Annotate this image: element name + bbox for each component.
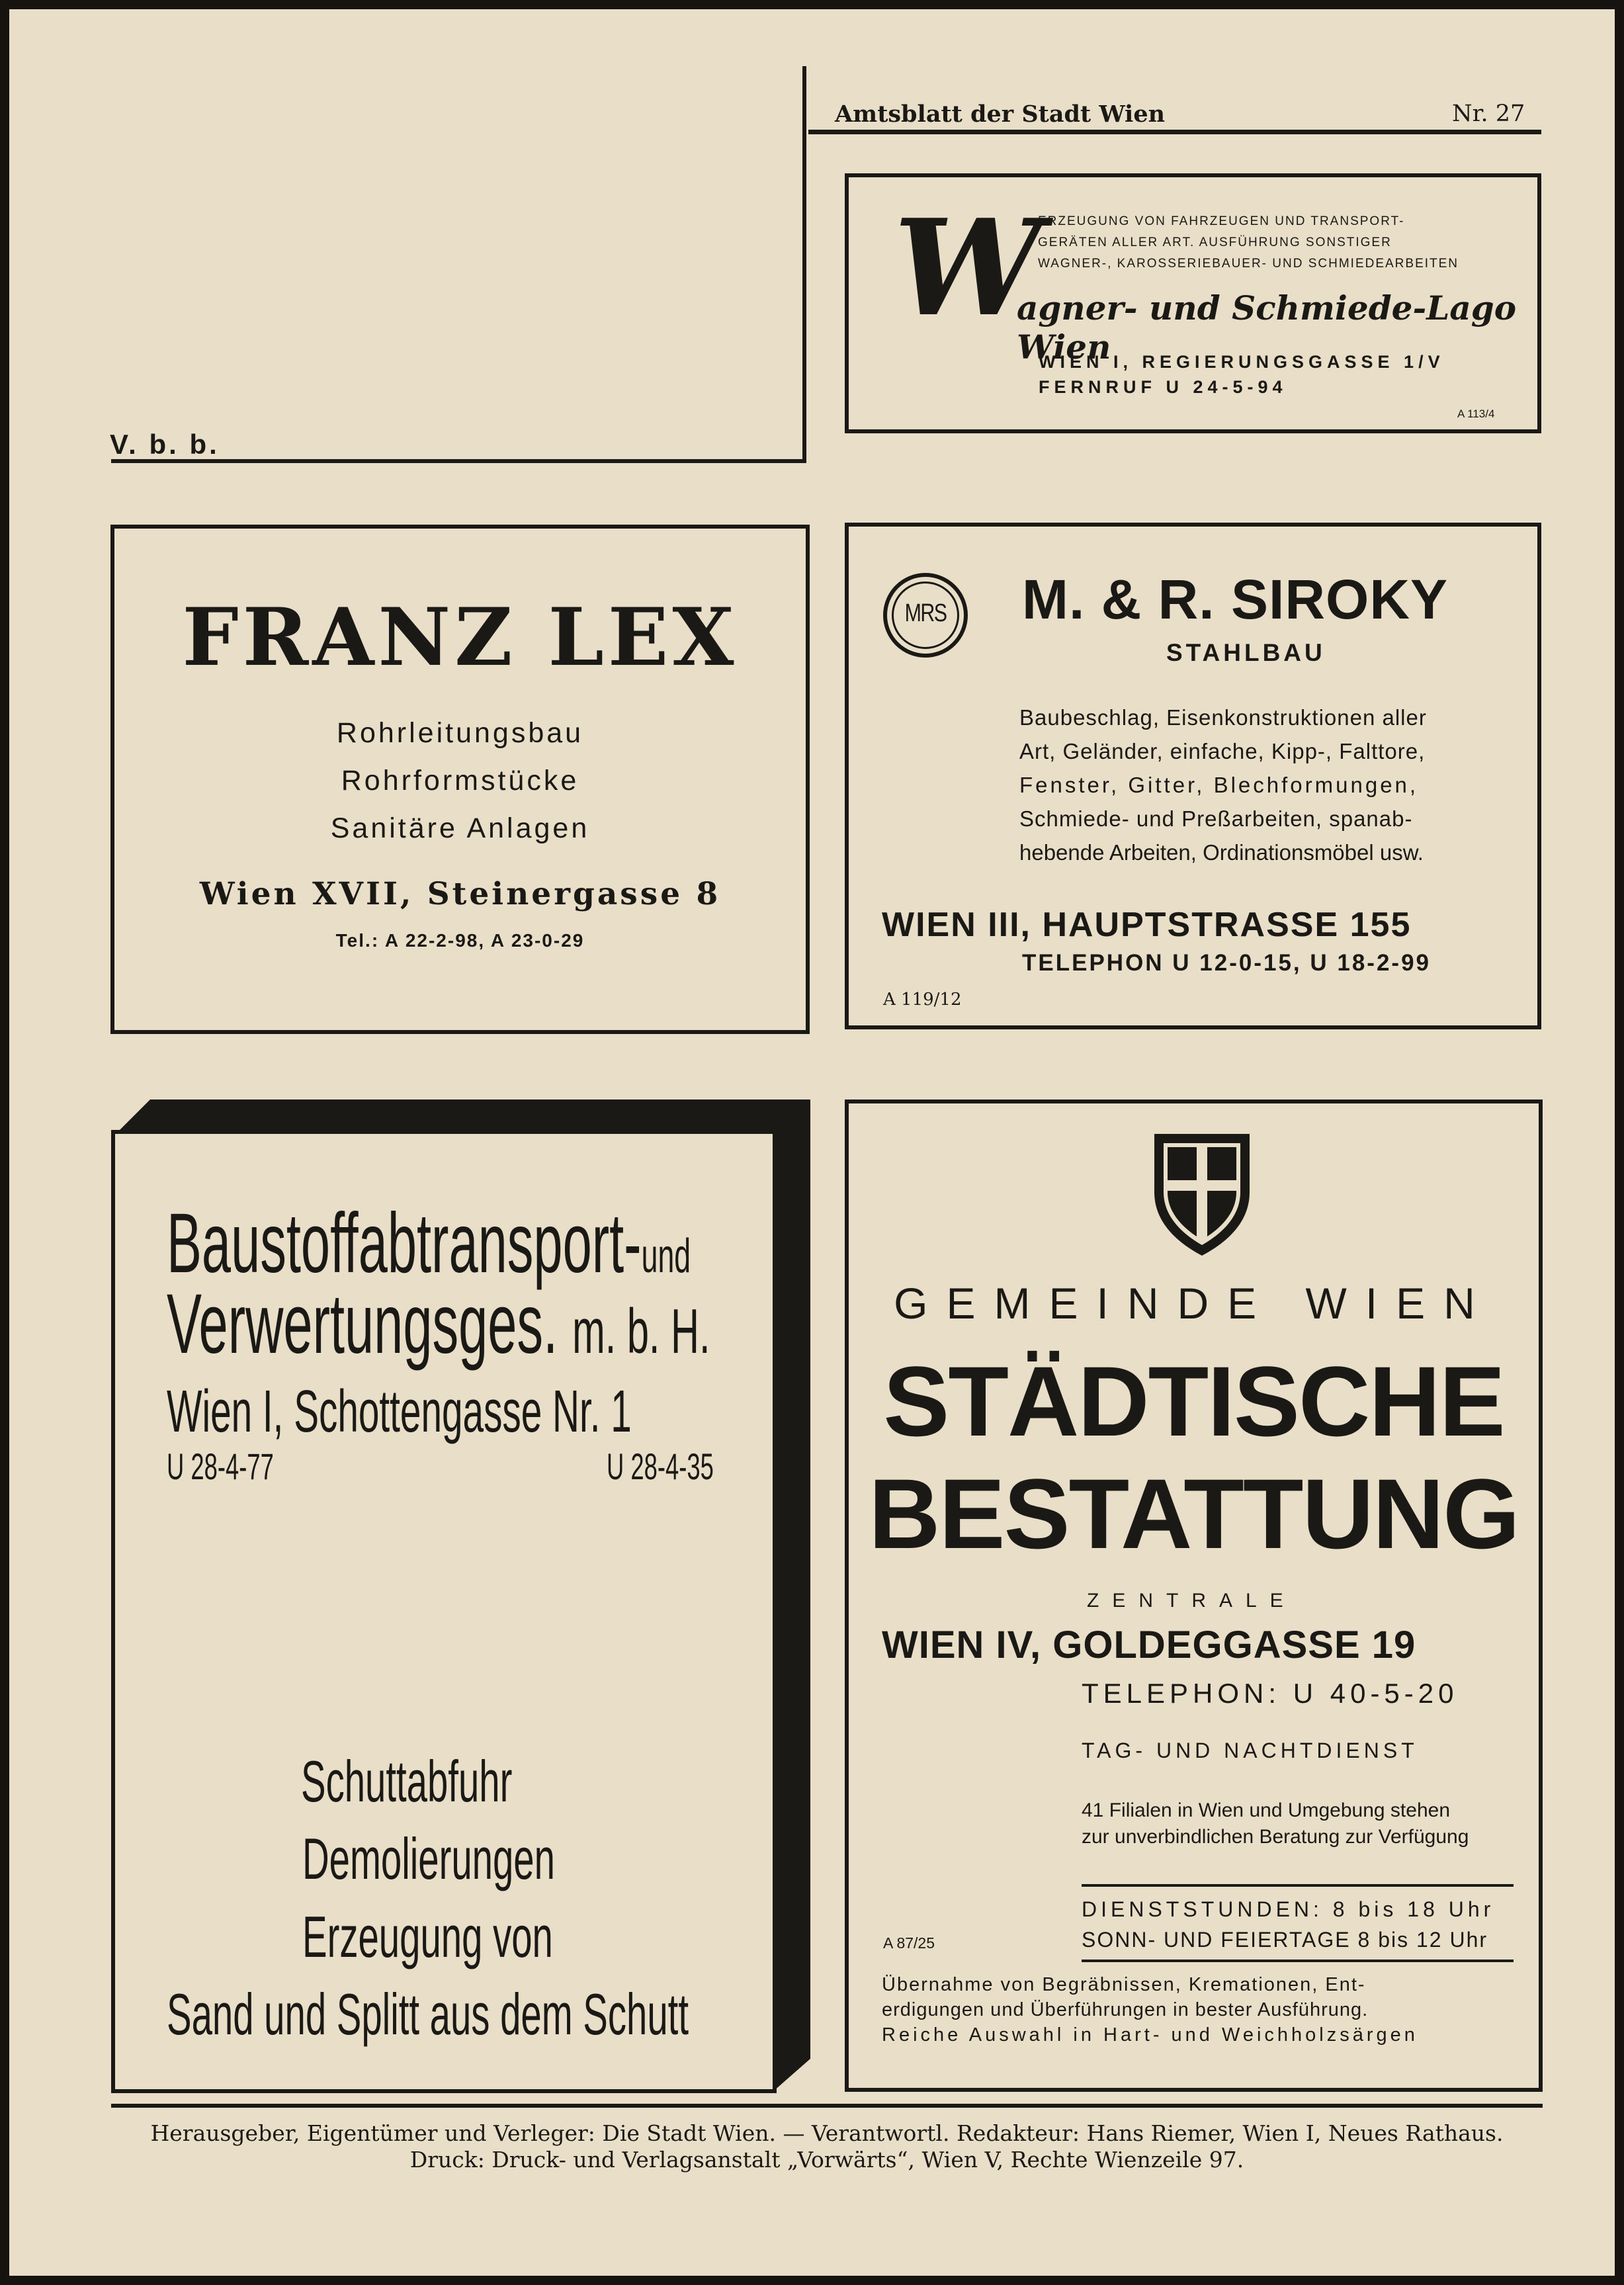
baustoff-line-2-main: Verwertungsges.	[167, 1277, 558, 1371]
bestattung-footer-2: erdigungen und Überführungen in bester Ausführung.	[882, 1999, 1369, 2020]
bestattung-title-1: STÄDTISCHE	[883, 1346, 1504, 1457]
ad-franz-lex	[110, 525, 810, 1034]
bestattung-title-2: BESTATTUNG	[869, 1458, 1519, 1569]
lex-address: Wien XVII, Steinergasse 8	[199, 876, 721, 912]
siroky-address: WIEN III, HAUPTSTRASSE 155	[882, 906, 1412, 944]
imprint-line-2: Druck: Druck- und Verlagsanstalt „Vorwärts“, Wien V, Rechte Wienzeile 97.	[409, 2147, 1244, 2173]
wagner-monogram: W	[894, 191, 1043, 346]
lex-line-2: Rohrformstücke	[341, 765, 579, 797]
bestattung-branches-2: zur unverbindlichen Beratung zur Verfügung	[1082, 1826, 1469, 1848]
baustoff-service-2: Demolierungen	[302, 1826, 555, 1891]
vienna-coat-of-arms-icon	[1152, 1131, 1252, 1258]
bestattung-central-label: ZENTRALE	[1087, 1590, 1297, 1612]
baustoff-shadow-top	[116, 1099, 810, 1134]
baustoff-phone-left: U 28-4-77	[167, 1445, 274, 1487]
bestattung-footer-3: Reiche Auswahl in Hart- und Weichholzsärgen	[882, 2024, 1418, 2046]
siroky-desc-4: Schmiede- und Preßarbeiten, spanab-	[1019, 806, 1413, 831]
lex-company-name: FRANZ LEX	[182, 591, 738, 684]
bestattung-hours-2: SONN- UND FEIERTAGE 8 bis 12 Uhr	[1082, 1928, 1488, 1952]
bestattung-hours-rule-bottom	[1082, 1960, 1514, 1962]
baustoff-line-2-small: m. b. H.	[572, 1296, 710, 1367]
bestattung-hours-1: DIENSTSTUNDEN: 8 bis 18 Uhr	[1082, 1897, 1495, 1921]
wagner-ref: A 113/4	[1457, 408, 1495, 420]
baustoff-line-1-main: Baustoffabtransport-	[167, 1196, 642, 1291]
siroky-desc-5: hebende Arbeiten, Ordinationsmöbel usw.	[1019, 840, 1424, 865]
ad-baustoff	[111, 1130, 777, 2093]
bestattung-org: GEMEINDE WIEN	[894, 1279, 1494, 1328]
bestattung-address: WIEN IV, GOLDEGGASSE 19	[882, 1623, 1416, 1666]
bestattung-service: TAG- UND NACHTDIENST	[1082, 1739, 1418, 1762]
wagner-phone: FERNRUF U 24-5-94	[1039, 377, 1287, 397]
siroky-desc-3: Fenster, Gitter, Blechformungen,	[1019, 773, 1419, 797]
siroky-company-name: M. & R. SIROKY	[1022, 568, 1449, 630]
bestattung-phone: TELEPHON: U 40-5-20	[1082, 1678, 1459, 1709]
wagner-desc-2: GERÄTEN ALLER ART. AUSFÜHRUNG SONSTIGER	[1038, 236, 1392, 249]
header-left-label: V. b. b.	[110, 429, 220, 460]
lex-line-1: Rohrleitungsbau	[336, 717, 584, 749]
siroky-desc-1: Baubeschlag, Eisenkonstruktionen aller	[1019, 705, 1427, 730]
wagner-desc-3: WAGNER-, KAROSSERIEBAUER- UND SCHMIEDEARBEITEN	[1038, 257, 1459, 271]
siroky-phone: TELEPHON U 12-0-15, U 18-2-99	[1022, 950, 1432, 976]
baustoff-phone-right: U 28-4-35	[607, 1445, 714, 1487]
baustoff-service-3: Erzeugung von	[302, 1904, 553, 1969]
wagner-desc-1: ERZEUGUNG VON FAHRZEUGEN UND TRANSPORT-	[1038, 214, 1405, 228]
bestattung-footer-1: Übernahme von Begräbnissen, Kremationen, Ent-	[882, 1974, 1366, 1995]
ad-bestattung	[845, 1099, 1543, 2092]
top-left-vertical-rule	[802, 66, 806, 462]
imprint-rule	[111, 2104, 1543, 2108]
siroky-logo-mrs	[883, 573, 968, 658]
issue-number: Nr. 27	[1452, 101, 1525, 127]
baustoff-line-2	[167, 1278, 710, 1378]
baustoff-address: Wien I, Schottengasse Nr. 1	[167, 1379, 632, 1445]
lex-phone: Tel.: A 22-2-98, A 23-0-29	[335, 930, 585, 951]
siroky-logo-text: MRS	[904, 599, 947, 627]
imprint-line-1: Herausgeber, Eigentümer und Verleger: Die Stadt Wien. — Verantwortl. Redakteur: Hans Riemer, Wien I, Neues Rathaus.	[150, 2120, 1504, 2146]
bestattung-ref: A 87/25	[883, 1934, 935, 1952]
bestattung-hours-rule-top	[1082, 1884, 1514, 1887]
baustoff-service-1: Schuttabfuhr	[301, 1748, 513, 1814]
lex-line-3: Sanitäre Anlagen	[330, 812, 590, 844]
header-rule	[808, 130, 1541, 134]
siroky-subtitle: STAHLBAU	[1166, 639, 1326, 666]
bestattung-branches-1: 41 Filialen in Wien und Umgebung stehen	[1082, 1799, 1451, 1821]
wagner-company-name: agner- und Schmiede-Lago Wien	[1017, 288, 1517, 366]
baustoff-shadow-right	[773, 1099, 810, 2092]
siroky-ref: A 119/12	[883, 990, 962, 1010]
publication-title: Amtsblatt der Stadt Wien	[835, 101, 1166, 128]
siroky-desc-2: Art, Geländer, einfache, Kipp-, Falttore,	[1019, 739, 1426, 763]
wagner-address: WIEN I, REGIERUNGSGASSE 1/V	[1039, 352, 1445, 372]
baustoff-service-4: Sand und Splitt aus dem Schutt	[167, 1981, 689, 2047]
ad-wagner	[845, 173, 1541, 433]
ad-siroky	[845, 523, 1541, 1029]
baustoff-line-1-small: und	[641, 1230, 691, 1283]
